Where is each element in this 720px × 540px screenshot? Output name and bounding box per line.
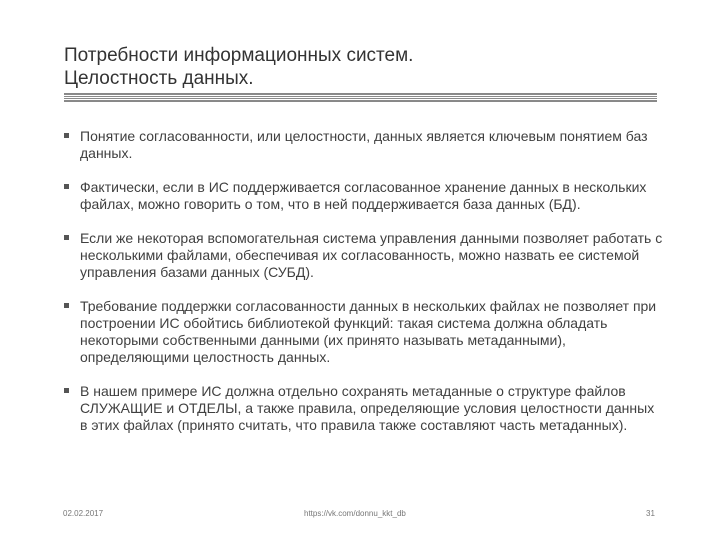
page-number: 31	[646, 509, 655, 518]
square-bullet-icon	[64, 184, 69, 189]
square-bullet-icon	[64, 235, 69, 240]
bullet-text: Фактически, если в ИС поддерживается согласованное хранение данных в нескольких файлах, можно говорить о том, что в ней поддерживается база данных (БД).	[80, 179, 647, 212]
title-divider	[64, 93, 657, 102]
square-bullet-icon	[64, 303, 69, 308]
footer-date: 02.02.2017	[63, 509, 104, 518]
bullet-text: Требование поддержки согласованности данных в нескольких файлах не позволяет при построении ИС обойтись библиотекой функций: такая система должна обладать некоторыми собственными данными (их принято называть метаданными), определяющими целостность данных.	[80, 298, 657, 365]
bullet-item	[64, 298, 664, 366]
bullet-text: В нашем примере ИС должна отдельно сохранять метаданные о структуре файлов СЛУЖАЩИЕ и ОТДЕЛЫ, а также правила, определяющие условия целостности данных в этих файлах (принято считать, что правила также составляют часть метаданных).	[80, 383, 655, 433]
bullet-list	[64, 128, 664, 451]
slide-title	[64, 44, 664, 90]
slide-title-line-1: Потребности информационных систем.	[64, 45, 414, 66]
bullet-item	[64, 128, 664, 162]
bullet-item	[64, 230, 664, 281]
bullet-item	[64, 383, 664, 434]
bullet-text: Понятие согласованности, или целостности, данных является ключевым понятием баз данных.	[80, 128, 648, 161]
slide-title-line-2: Целостность данных.	[64, 68, 254, 89]
square-bullet-icon	[64, 133, 69, 138]
footer-url: https://vk.com/donnu_kkt_db	[304, 509, 406, 518]
bullet-text: Если же некоторая вспомогательная система управления данными позволяет работать с несколькими файлами, обеспечивая их согласованность, можно назвать ее системой управления базами данных (СУБД).	[80, 230, 663, 280]
bullet-item	[64, 179, 664, 213]
square-bullet-icon	[64, 388, 69, 393]
